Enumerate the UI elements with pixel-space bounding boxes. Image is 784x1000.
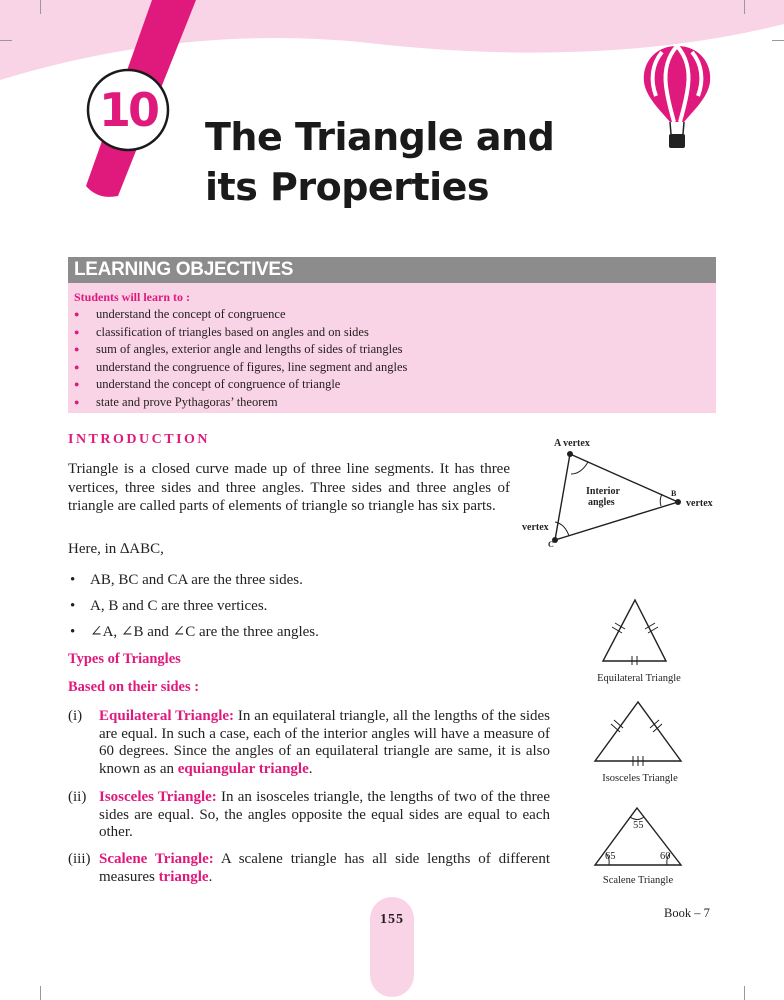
- equilateral-triangle-diagram: [600, 597, 670, 665]
- definition-term: Equilateral Triangle:: [99, 708, 235, 724]
- definition-term: Scalene Triangle:: [99, 851, 214, 867]
- based-on-sides-heading: Based on their sides :: [68, 679, 200, 695]
- learning-objectives-list: [74, 306, 716, 411]
- learning-objectives-box: [68, 283, 716, 413]
- page-number: 155: [380, 912, 404, 927]
- definition-number: (iii): [68, 851, 91, 867]
- caption-isosceles: Isosceles Triangle: [602, 773, 678, 784]
- definition-term: Isosceles Triangle:: [99, 789, 217, 805]
- definition-end: .: [208, 868, 213, 885]
- label-interior: Interior: [586, 486, 620, 497]
- definition-highlight: equiangular triangle: [177, 760, 309, 777]
- label-a-vertex: A vertex: [554, 438, 590, 449]
- list-item: ● state and prove Pythagoras’ theorem: [74, 394, 716, 412]
- caption-equilateral: Equilateral Triangle: [597, 673, 681, 684]
- list-item: • ∠A, ∠B and ∠C are the three angles.: [68, 623, 319, 649]
- label-b-vertex: vertex: [686, 498, 713, 509]
- crop-mark: [40, 986, 41, 1000]
- definition-body: [99, 708, 550, 778]
- list-item: • AB, BC and CA are the three sides.: [68, 571, 319, 597]
- list-item: • A, B and C are three vertices.: [68, 597, 319, 623]
- label-b: B: [671, 489, 677, 498]
- definition-text: In an isosceles triangle, the lengths of two of the three sides are equal. So, the angles opposite the equal sides are equal to each other.: [99, 789, 550, 840]
- crop-mark: [744, 986, 745, 1000]
- label-c-vertex: vertex: [522, 522, 549, 533]
- definition-scalene: [68, 851, 550, 886]
- learning-objectives-header: LEARNING OBJECTIVES: [68, 257, 716, 283]
- scalene-angle-top: 55: [633, 820, 644, 831]
- parts-bullet-list: [68, 571, 319, 649]
- crop-mark: [772, 40, 784, 41]
- hot-air-balloon-icon: [640, 42, 714, 152]
- crop-mark: [40, 0, 41, 14]
- definition-isosceles: [68, 789, 550, 842]
- list-item: ● understand the congruence of figures, line segment and angles: [74, 359, 716, 377]
- introduction-paragraph: Triangle is a closed curve made up of three line segments. It has three vertices, three sides and three angles. Three sides and three angles of triangle are called parts of elements of triangle so triangle has six parts.: [68, 461, 510, 514]
- definition-highlight: triangle: [158, 868, 209, 885]
- isosceles-triangle-diagram: [592, 699, 684, 767]
- chapter-title-line-2: its Properties: [205, 165, 490, 209]
- list-item: ● classification of triangles based on angles and on sides: [74, 324, 716, 342]
- chapter-number: 10: [98, 83, 157, 137]
- introduction-heading: INTRODUCTION: [68, 432, 211, 447]
- scalene-angle-left: 65: [605, 851, 616, 862]
- list-item: ● sum of angles, exterior angle and lengths of sides of triangles: [74, 341, 716, 359]
- label-angles: angles: [588, 497, 615, 508]
- definition-number: (ii): [68, 789, 87, 805]
- book-label: Book – 7: [664, 906, 710, 920]
- caption-scalene: Scalene Triangle: [602, 875, 674, 886]
- definition-equilateral: [68, 708, 550, 778]
- definition-text: A scalene triangle has all side lengths of different measures: [99, 851, 550, 885]
- scalene-angle-right: 60: [660, 851, 671, 862]
- chapter-title: [205, 112, 625, 212]
- list-item: ● understand the concept of congruence of triangle: [74, 376, 716, 394]
- label-c: C: [548, 540, 554, 549]
- definition-body: [99, 789, 550, 842]
- here-in-abc: Here, in ∆ABC,: [68, 541, 164, 557]
- types-heading: Types of Triangles: [68, 651, 181, 667]
- definition-text: In an equilateral triangle, all the lengths of the sides are equal. In such a case, each of the interior angles will have a measure of 60 degrees. Since the angles of an equilateral triangle are same, it is also known as an: [99, 708, 550, 777]
- definition-end: .: [308, 760, 313, 777]
- chapter-title-line-1: The Triangle and: [205, 115, 555, 159]
- crop-mark: [0, 40, 12, 41]
- list-item: ● understand the concept of congruence: [74, 306, 716, 324]
- definition-number: (i): [68, 708, 83, 724]
- learning-objectives-lead: Students will learn to :: [74, 290, 191, 304]
- definition-body: [99, 851, 550, 886]
- crop-mark: [744, 0, 745, 14]
